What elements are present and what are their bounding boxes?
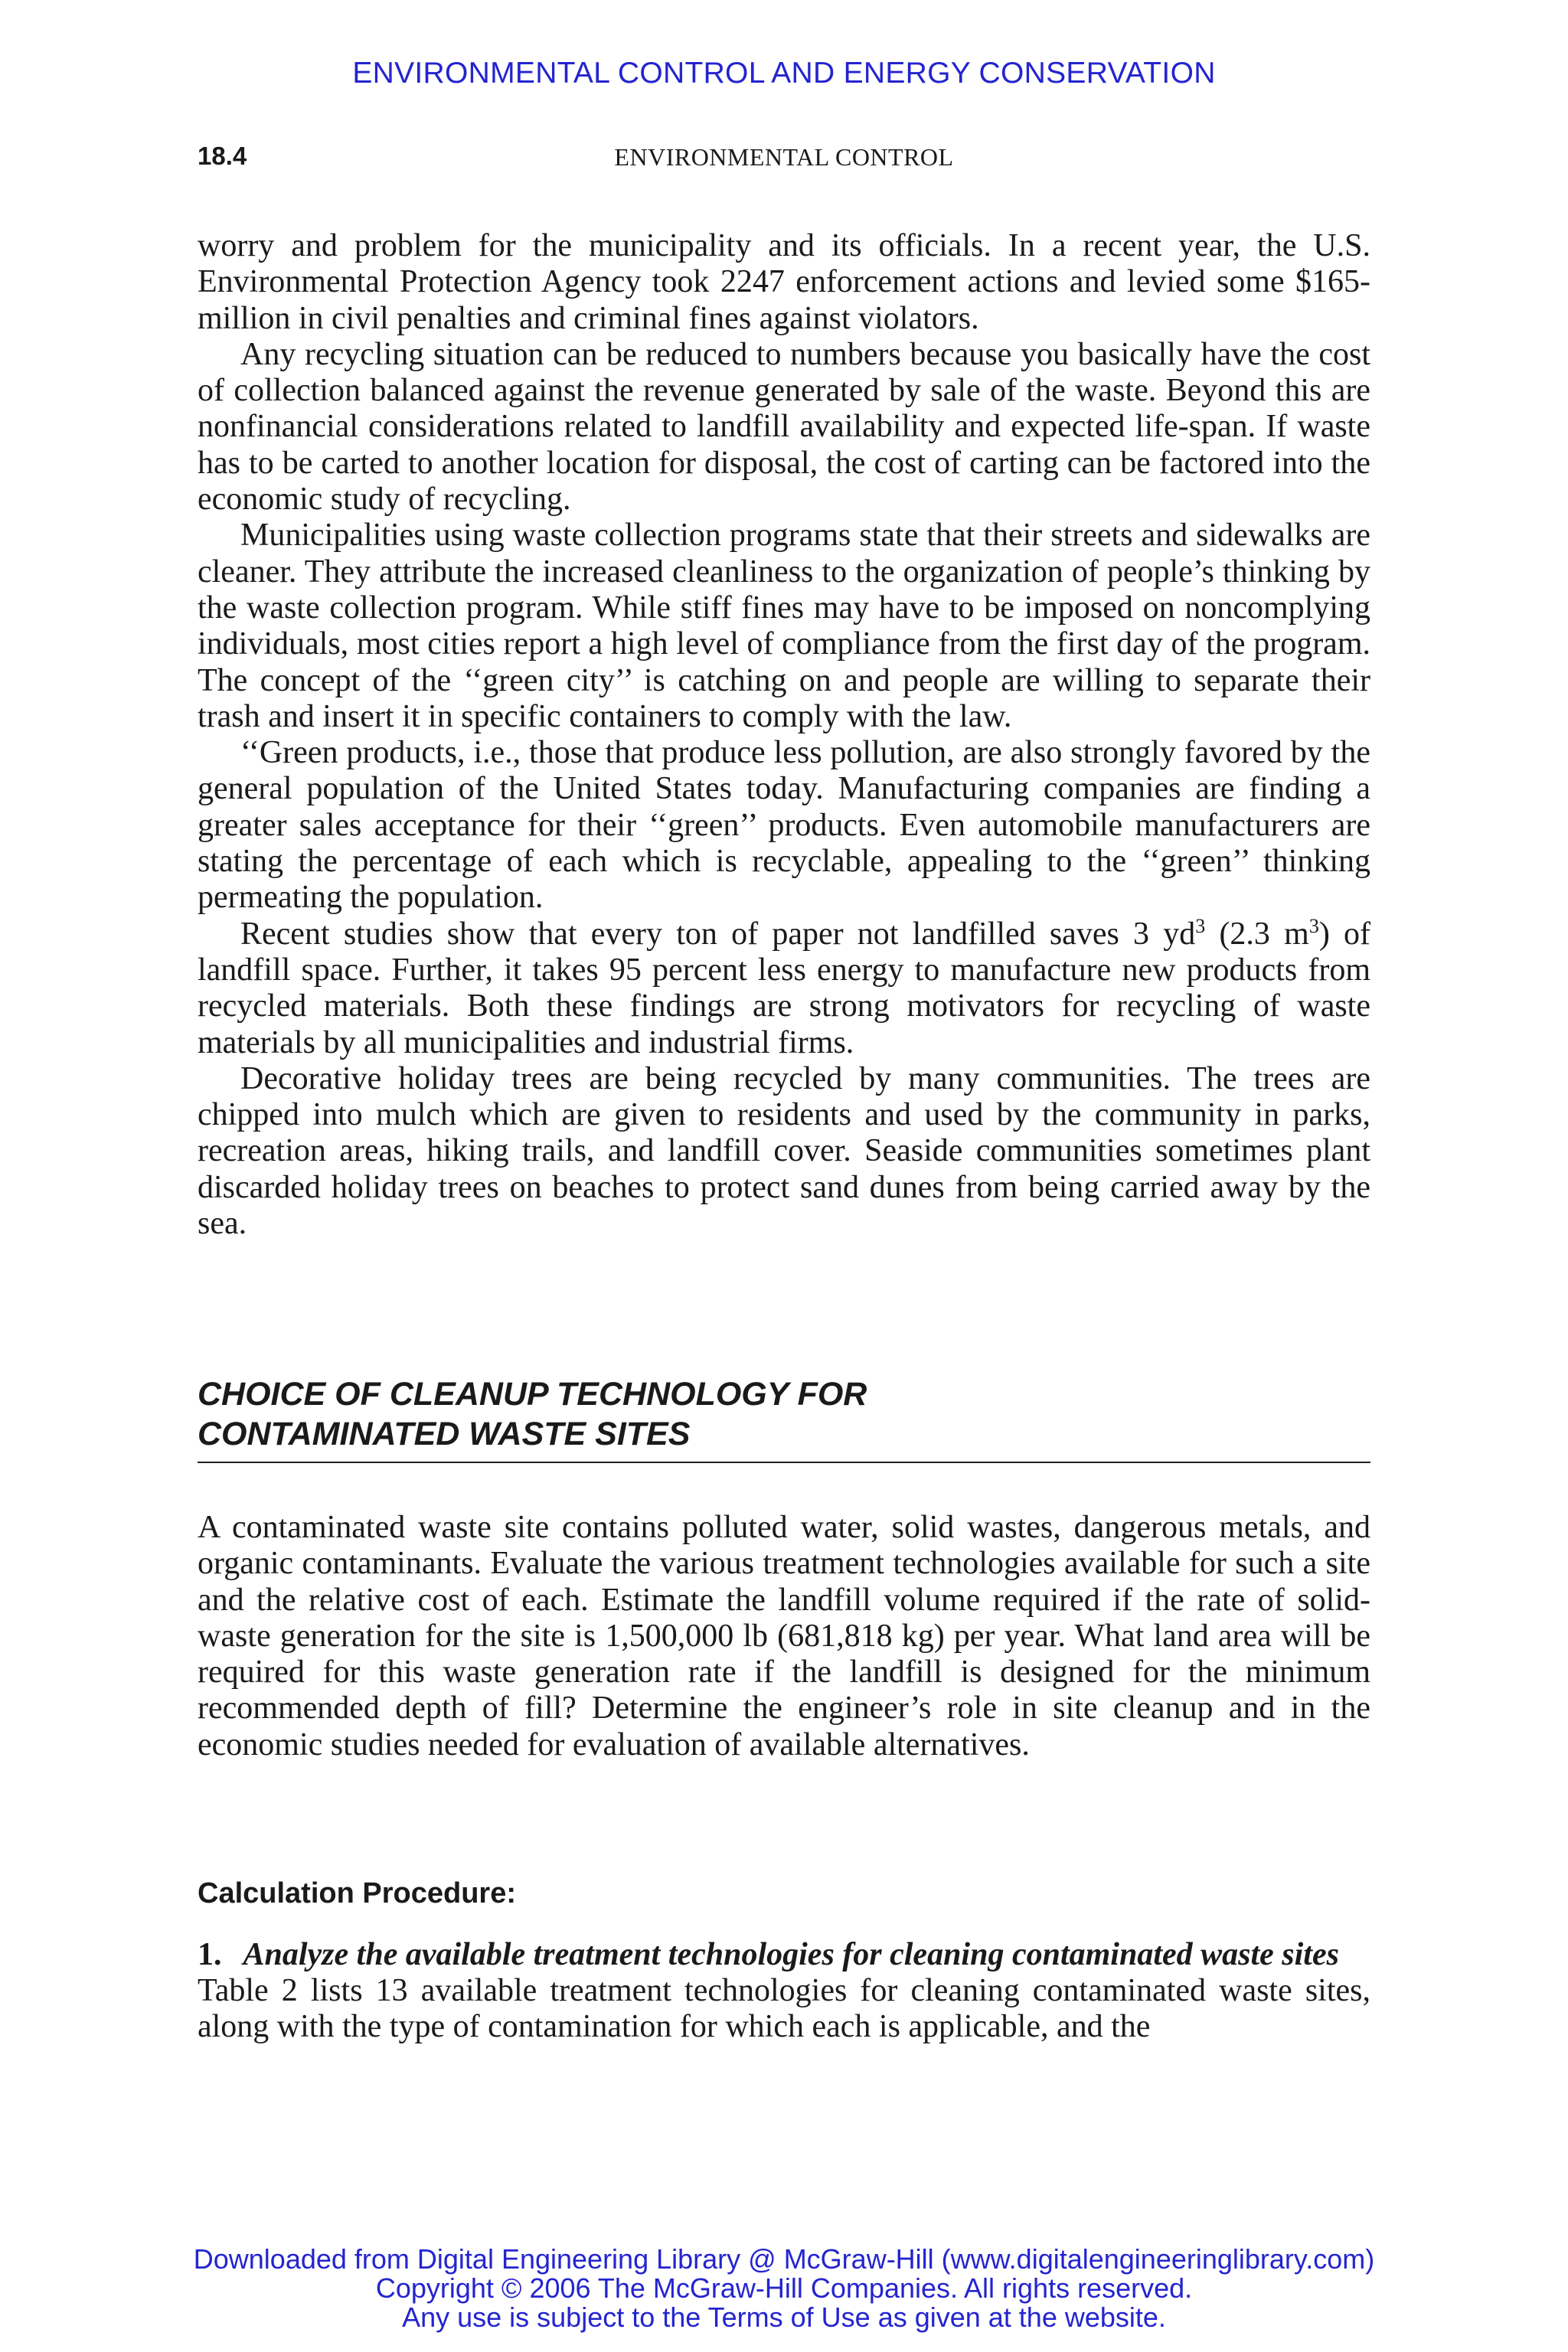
recent-studies-text-3: ) of landfill space. Further, it takes 95 percent less energy to manufacture new products from recycled materials. Both these findings are strong motivators for recycling of waste materials by all municipalities and industrial firms. (198, 916, 1370, 1060)
paragraph-recent-studies (198, 916, 1370, 1061)
paragraph-holiday-trees: Decorative holiday trees are being recycled by many communities. The trees are chipped into mulch which are given to residents and used by the community in parks, recreation areas, hiking trails, and landfill cover. Seaside communities sometimes plant discarded holiday trees on beaches to protect sand dunes from being carried away by the sea. (198, 1060, 1370, 1242)
paragraph-municipalities: Municipalities using waste collection programs state that their streets and sidewalks are cleaner. They attribute the increased cleanliness to the organization of people’s thinking by the waste collection program. While stiff fines may have to be imposed on noncomplying individuals, most cities report a high level of compliance from the first day of the program. The concept of the ‘‘green city’’ is catching on and people are willing to separate their trash and insert it in specific containers to comply with the law. (198, 518, 1370, 734)
paragraph-recycling-numbers: Any recycling situation can be reduced to numbers because you basically have the cost of collection balanced against the revenue generated by sale of the waste. Beyond this are nonfinancial considerations related to landfill availability and expected life-span. If waste has to be carted to another location for disposal, the cost of carting can be factored into the economic study of recycling. (198, 336, 1370, 518)
footer-download-link[interactable]: Downloaded from Digital Engineering Library @ McGraw-Hill (www.digitalengineeringlibrary.com) (193, 2243, 1375, 2275)
step-1-text: Table 2 lists 13 available treatment technologies for cleaning contaminated waste sites, along with the type of contamination for which each is applicable, and the (198, 1973, 1370, 2045)
problem-text: A contaminated waste site contains polluted water, solid wastes, dangerous metals, and organic contaminants. Evaluate the various treatment technologies available for such a site and the relative cost of each. Estimate the landfill volume required if the rate of solid-waste generation for the site is 1,500,000 lb (681,818 kg) per year. What land area will be required for this waste generation rate if the landfill is designed for the minimum recommended depth of fill? Determine the engineer’s role in site cleanup and in the economic studies needed for evaluation of available alternatives. (198, 1510, 1370, 1762)
book-banner: ENVIRONMENTAL CONTROL AND ENERGY CONSERVATION (352, 57, 1216, 90)
footer (0, 2245, 1568, 2332)
problem-statement (198, 1510, 1370, 1763)
body-text (198, 228, 1370, 1242)
chapter-title: ENVIRONMENTAL CONTROL (614, 143, 954, 171)
page-number: 18.4 (198, 142, 247, 170)
step-1 (198, 1936, 1370, 2046)
superscript-1: 3 (1195, 914, 1206, 937)
superscript-2: 3 (1308, 914, 1319, 937)
calculation-procedure-heading: Calculation Procedure: (198, 1877, 516, 1909)
paragraph-continuation: worry and problem for the municipality and its officials. In a recent year, the U.S. Environmental Protection Agency took 2247 enforcement actions and levied some $165-million in civil penalties and criminal fines against violators. (198, 228, 1370, 336)
recent-studies-text-1: Recent studies show that every ton of paper not landfilled saves 3 yd (240, 916, 1196, 952)
running-head (198, 142, 1370, 180)
paragraph-green-products: ‘‘Green products, i.e., those that produce less pollution, are also strongly favored by the general population of the United States today. Manufacturing companies are finding a greater sales acceptance for their ‘‘green’’ products. Even automobile manufacturers are stating the percentage of each which is recyclable, appealing to the ‘‘green’’ thinking permeating the population. (198, 735, 1370, 916)
footer-copyright: Copyright © 2006 The McGraw-Hill Companies. All rights reserved. (375, 2272, 1193, 2304)
step-number: 1. (198, 1937, 222, 1972)
section-heading-line-1: CHOICE OF CLEANUP TECHNOLOGY FOR (198, 1376, 867, 1413)
step-1-title (198, 1936, 1370, 1973)
step-title-text: Analyze the available treatment technologies for cleaning contaminated waste sites (243, 1937, 1339, 1972)
section-heading-line-2: CONTAMINATED WASTE SITES (198, 1416, 691, 1452)
section-heading (198, 1374, 1370, 1463)
recent-studies-text-2: (2.3 m (1205, 916, 1309, 952)
footer-terms: Any use is subject to the Terms of Use as given at the website. (402, 2301, 1166, 2333)
